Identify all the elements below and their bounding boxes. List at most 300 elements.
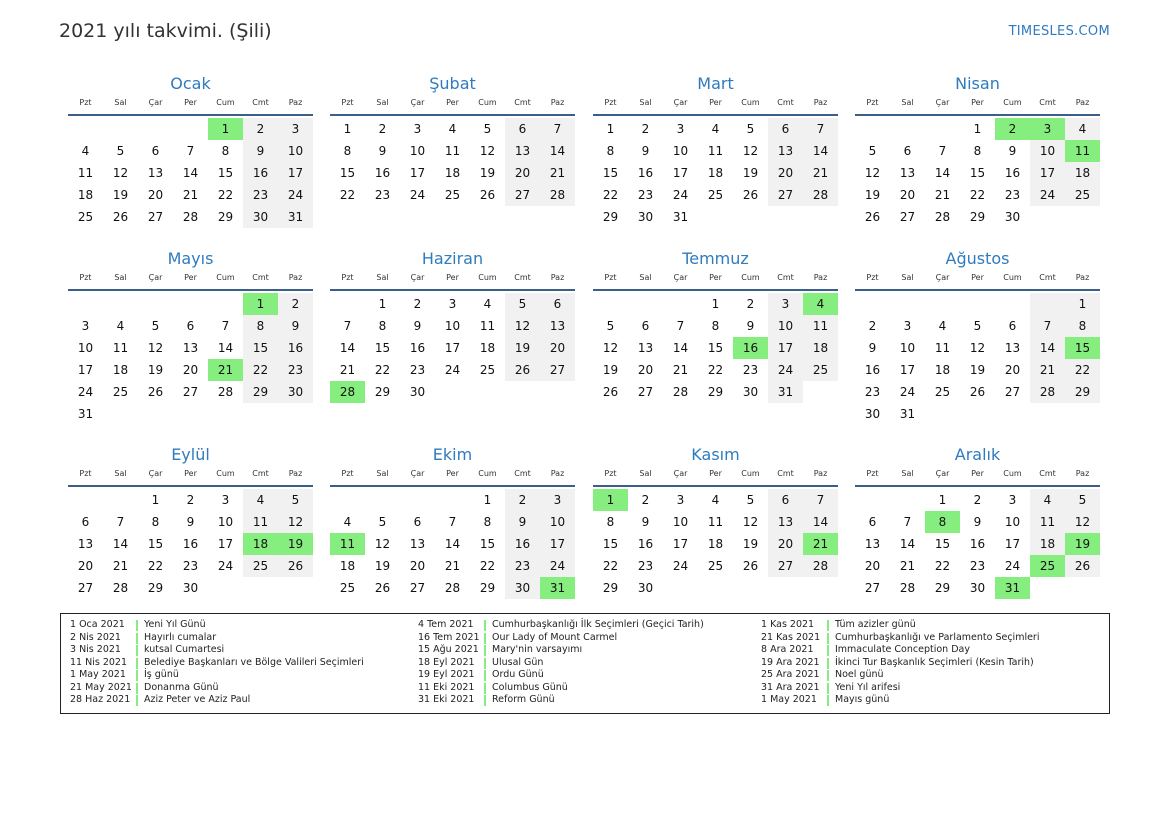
- day-cell[interactable]: 25: [77, 210, 94, 224]
- day-cell[interactable]: 15: [602, 166, 619, 180]
- day-cell[interactable]: 17: [672, 166, 689, 180]
- day-cell[interactable]: 12: [602, 341, 619, 355]
- day-cell[interactable]: 25: [707, 559, 724, 573]
- day-cell[interactable]: 21: [540, 162, 575, 184]
- day-cell[interactable]: 29: [934, 581, 951, 595]
- day-cell[interactable]: 3: [221, 493, 230, 507]
- day-cell[interactable]: 8: [973, 144, 982, 158]
- day-cell[interactable]: 2: [746, 297, 755, 311]
- day-cell[interactable]: 1: [1065, 293, 1100, 315]
- day-cell[interactable]: 12: [864, 166, 881, 180]
- day-cell[interactable]: 4: [81, 144, 90, 158]
- day-cell[interactable]: 19: [479, 166, 496, 180]
- day-cell[interactable]: 28: [803, 555, 838, 577]
- day-cell[interactable]: 25: [112, 385, 129, 399]
- day-cell[interactable]: 10: [1030, 140, 1065, 162]
- day-cell[interactable]: 5: [606, 319, 615, 333]
- day-cell[interactable]: 21: [899, 559, 916, 573]
- day-cell[interactable]: 30: [637, 210, 654, 224]
- day-cell[interactable]: 5: [746, 493, 755, 507]
- day-cell[interactable]: 8: [711, 319, 720, 333]
- day-cell[interactable]: 23: [278, 359, 313, 381]
- day-cell[interactable]: 23: [243, 184, 278, 206]
- day-cell[interactable]: 9: [641, 144, 650, 158]
- day-cell[interactable]: 16: [505, 533, 540, 555]
- day-cell[interactable]: 16: [864, 363, 881, 377]
- day-cell[interactable]: 26: [374, 581, 391, 595]
- day-cell[interactable]: 20: [409, 559, 426, 573]
- holiday-day-cell[interactable]: 11: [330, 533, 365, 555]
- day-cell[interactable]: 11: [934, 341, 951, 355]
- day-cell[interactable]: 15: [217, 166, 234, 180]
- day-cell[interactable]: 26: [864, 210, 881, 224]
- day-cell[interactable]: 15: [969, 166, 986, 180]
- day-cell[interactable]: 12: [374, 537, 391, 551]
- day-cell[interactable]: 17: [444, 341, 461, 355]
- day-cell[interactable]: 4: [343, 515, 352, 529]
- day-cell[interactable]: 3: [448, 297, 457, 311]
- day-cell[interactable]: 9: [186, 515, 195, 529]
- day-cell[interactable]: 7: [186, 144, 195, 158]
- day-cell[interactable]: 1: [151, 493, 160, 507]
- day-cell[interactable]: 20: [505, 162, 540, 184]
- day-cell[interactable]: 2: [378, 122, 387, 136]
- day-cell[interactable]: 16: [1004, 166, 1021, 180]
- day-cell[interactable]: 3: [278, 118, 313, 140]
- day-cell[interactable]: 30: [182, 581, 199, 595]
- day-cell[interactable]: 12: [742, 515, 759, 529]
- day-cell[interactable]: 26: [602, 385, 619, 399]
- day-cell[interactable]: 20: [768, 533, 803, 555]
- day-cell[interactable]: 8: [378, 319, 387, 333]
- day-cell[interactable]: 24: [1004, 559, 1021, 573]
- day-cell[interactable]: 29: [374, 385, 391, 399]
- day-cell[interactable]: 16: [637, 537, 654, 551]
- day-cell[interactable]: 13: [637, 341, 654, 355]
- day-cell[interactable]: 22: [374, 363, 391, 377]
- day-cell[interactable]: 22: [1065, 359, 1100, 381]
- day-cell[interactable]: 24: [540, 555, 575, 577]
- day-cell[interactable]: 28: [217, 385, 234, 399]
- day-cell[interactable]: 11: [707, 144, 724, 158]
- day-cell[interactable]: 25: [934, 385, 951, 399]
- day-cell[interactable]: 4: [1030, 489, 1065, 511]
- day-cell[interactable]: 2: [243, 118, 278, 140]
- day-cell[interactable]: 22: [479, 559, 496, 573]
- day-cell[interactable]: 17: [540, 533, 575, 555]
- day-cell[interactable]: 19: [147, 363, 164, 377]
- day-cell[interactable]: 20: [864, 559, 881, 573]
- day-cell[interactable]: 14: [934, 166, 951, 180]
- holiday-day-cell[interactable]: 1: [243, 293, 278, 315]
- day-cell[interactable]: 3: [676, 122, 685, 136]
- day-cell[interactable]: 8: [606, 515, 615, 529]
- day-cell[interactable]: 9: [746, 319, 755, 333]
- day-cell[interactable]: 19: [742, 537, 759, 551]
- day-cell[interactable]: 18: [934, 363, 951, 377]
- holiday-day-cell[interactable]: 15: [1065, 337, 1100, 359]
- day-cell[interactable]: 19: [602, 363, 619, 377]
- day-cell[interactable]: 13: [768, 140, 803, 162]
- holiday-day-cell[interactable]: 31: [995, 577, 1030, 599]
- day-cell[interactable]: 22: [707, 363, 724, 377]
- day-cell[interactable]: 11: [803, 315, 838, 337]
- day-cell[interactable]: 18: [479, 341, 496, 355]
- day-cell[interactable]: 23: [637, 559, 654, 573]
- day-cell[interactable]: 6: [768, 118, 803, 140]
- day-cell[interactable]: 24: [672, 188, 689, 202]
- day-cell[interactable]: 13: [147, 166, 164, 180]
- day-cell[interactable]: 24: [672, 559, 689, 573]
- day-cell[interactable]: 27: [409, 581, 426, 595]
- day-cell[interactable]: 6: [641, 319, 650, 333]
- day-cell[interactable]: 4: [243, 489, 278, 511]
- day-cell[interactable]: 8: [243, 315, 278, 337]
- day-cell[interactable]: 17: [409, 166, 426, 180]
- day-cell[interactable]: 8: [151, 515, 160, 529]
- day-cell[interactable]: 6: [505, 118, 540, 140]
- day-cell[interactable]: 25: [444, 188, 461, 202]
- day-cell[interactable]: 19: [112, 188, 129, 202]
- day-cell[interactable]: 18: [1065, 162, 1100, 184]
- day-cell[interactable]: 28: [934, 210, 951, 224]
- day-cell[interactable]: 23: [864, 385, 881, 399]
- day-cell[interactable]: 2: [868, 319, 877, 333]
- day-cell[interactable]: 12: [742, 144, 759, 158]
- day-cell[interactable]: 27: [768, 184, 803, 206]
- day-cell[interactable]: 30: [505, 577, 540, 599]
- day-cell[interactable]: 10: [672, 144, 689, 158]
- day-cell[interactable]: 31: [77, 407, 94, 421]
- day-cell[interactable]: 26: [742, 188, 759, 202]
- day-cell[interactable]: 9: [243, 140, 278, 162]
- day-cell[interactable]: 21: [1030, 359, 1065, 381]
- day-cell[interactable]: 29: [217, 210, 234, 224]
- holiday-day-cell[interactable]: 3: [1030, 118, 1065, 140]
- day-cell[interactable]: 18: [707, 537, 724, 551]
- day-cell[interactable]: 22: [217, 188, 234, 202]
- day-cell[interactable]: 6: [540, 293, 575, 315]
- day-cell[interactable]: 10: [409, 144, 426, 158]
- day-cell[interactable]: 21: [672, 363, 689, 377]
- day-cell[interactable]: 3: [81, 319, 90, 333]
- day-cell[interactable]: 23: [182, 559, 199, 573]
- day-cell[interactable]: 4: [116, 319, 125, 333]
- day-cell[interactable]: 14: [182, 166, 199, 180]
- day-cell[interactable]: 7: [803, 118, 838, 140]
- day-cell[interactable]: 25: [339, 581, 356, 595]
- day-cell[interactable]: 18: [112, 363, 129, 377]
- day-cell[interactable]: 4: [483, 297, 492, 311]
- day-cell[interactable]: 14: [444, 537, 461, 551]
- holiday-day-cell[interactable]: 19: [1065, 533, 1100, 555]
- day-cell[interactable]: 7: [448, 515, 457, 529]
- day-cell[interactable]: 27: [505, 184, 540, 206]
- day-cell[interactable]: 3: [768, 293, 803, 315]
- day-cell[interactable]: 16: [969, 537, 986, 551]
- day-cell[interactable]: 24: [409, 188, 426, 202]
- day-cell[interactable]: 14: [803, 511, 838, 533]
- holiday-day-cell[interactable]: 16: [733, 337, 768, 359]
- day-cell[interactable]: 24: [77, 385, 94, 399]
- day-cell[interactable]: 6: [903, 144, 912, 158]
- day-cell[interactable]: 18: [1030, 533, 1065, 555]
- day-cell[interactable]: 15: [243, 337, 278, 359]
- day-cell[interactable]: 17: [217, 537, 234, 551]
- day-cell[interactable]: 17: [77, 363, 94, 377]
- day-cell[interactable]: 22: [602, 559, 619, 573]
- day-cell[interactable]: 5: [483, 122, 492, 136]
- day-cell[interactable]: 2: [278, 293, 313, 315]
- day-cell[interactable]: 12: [278, 511, 313, 533]
- day-cell[interactable]: 1: [938, 493, 947, 507]
- holiday-day-cell[interactable]: 18: [243, 533, 278, 555]
- day-cell[interactable]: 6: [768, 489, 803, 511]
- day-cell[interactable]: 4: [711, 493, 720, 507]
- day-cell[interactable]: 17: [1004, 537, 1021, 551]
- day-cell[interactable]: 5: [746, 122, 755, 136]
- day-cell[interactable]: 27: [182, 385, 199, 399]
- day-cell[interactable]: 7: [116, 515, 125, 529]
- day-cell[interactable]: 30: [969, 581, 986, 595]
- day-cell[interactable]: 8: [221, 144, 230, 158]
- day-cell[interactable]: 15: [147, 537, 164, 551]
- day-cell[interactable]: 22: [339, 188, 356, 202]
- day-cell[interactable]: 11: [77, 166, 94, 180]
- day-cell[interactable]: 21: [934, 188, 951, 202]
- day-cell[interactable]: 12: [969, 341, 986, 355]
- day-cell[interactable]: 16: [409, 341, 426, 355]
- day-cell[interactable]: 7: [540, 118, 575, 140]
- day-cell[interactable]: 15: [479, 537, 496, 551]
- day-cell[interactable]: 26: [505, 359, 540, 381]
- day-cell[interactable]: 6: [413, 515, 422, 529]
- day-cell[interactable]: 5: [973, 319, 982, 333]
- day-cell[interactable]: 14: [1030, 337, 1065, 359]
- day-cell[interactable]: 4: [711, 122, 720, 136]
- day-cell[interactable]: 23: [637, 188, 654, 202]
- day-cell[interactable]: 20: [1004, 363, 1021, 377]
- day-cell[interactable]: 9: [278, 315, 313, 337]
- day-cell[interactable]: 19: [505, 337, 540, 359]
- day-cell[interactable]: 30: [278, 381, 313, 403]
- holiday-day-cell[interactable]: 31: [540, 577, 575, 599]
- day-cell[interactable]: 6: [186, 319, 195, 333]
- day-cell[interactable]: 25: [1065, 184, 1100, 206]
- day-cell[interactable]: 5: [151, 319, 160, 333]
- day-cell[interactable]: 10: [77, 341, 94, 355]
- day-cell[interactable]: 25: [243, 555, 278, 577]
- day-cell[interactable]: 23: [1004, 188, 1021, 202]
- day-cell[interactable]: 12: [112, 166, 129, 180]
- day-cell[interactable]: 13: [768, 511, 803, 533]
- day-cell[interactable]: 23: [409, 363, 426, 377]
- day-cell[interactable]: 23: [969, 559, 986, 573]
- day-cell[interactable]: 1: [973, 122, 982, 136]
- day-cell[interactable]: 7: [938, 144, 947, 158]
- day-cell[interactable]: 17: [768, 337, 803, 359]
- day-cell[interactable]: 31: [672, 210, 689, 224]
- day-cell[interactable]: 1: [711, 297, 720, 311]
- day-cell[interactable]: 28: [672, 385, 689, 399]
- day-cell[interactable]: 13: [899, 166, 916, 180]
- day-cell[interactable]: 13: [409, 537, 426, 551]
- day-cell[interactable]: 11: [479, 319, 496, 333]
- holiday-day-cell[interactable]: 1: [593, 489, 628, 511]
- day-cell[interactable]: 18: [339, 559, 356, 573]
- day-cell[interactable]: 30: [742, 385, 759, 399]
- day-cell[interactable]: 3: [540, 489, 575, 511]
- day-cell[interactable]: 8: [1065, 315, 1100, 337]
- day-cell[interactable]: 16: [243, 162, 278, 184]
- day-cell[interactable]: 19: [969, 363, 986, 377]
- day-cell[interactable]: 31: [768, 381, 803, 403]
- day-cell[interactable]: 11: [707, 515, 724, 529]
- day-cell[interactable]: 20: [77, 559, 94, 573]
- holiday-day-cell[interactable]: 21: [208, 359, 243, 381]
- day-cell[interactable]: 9: [1008, 144, 1017, 158]
- day-cell[interactable]: 7: [903, 515, 912, 529]
- day-cell[interactable]: 27: [768, 555, 803, 577]
- day-cell[interactable]: 26: [1065, 555, 1100, 577]
- day-cell[interactable]: 2: [973, 493, 982, 507]
- day-cell[interactable]: 25: [707, 188, 724, 202]
- holiday-day-cell[interactable]: 2: [995, 118, 1030, 140]
- day-cell[interactable]: 6: [1008, 319, 1017, 333]
- day-cell[interactable]: 28: [112, 581, 129, 595]
- day-cell[interactable]: 28: [540, 184, 575, 206]
- day-cell[interactable]: 29: [479, 581, 496, 595]
- site-link[interactable]: TIMESLES.COM: [1008, 24, 1110, 39]
- day-cell[interactable]: 3: [903, 319, 912, 333]
- day-cell[interactable]: 8: [483, 515, 492, 529]
- day-cell[interactable]: 13: [182, 341, 199, 355]
- day-cell[interactable]: 9: [868, 341, 877, 355]
- day-cell[interactable]: 2: [186, 493, 195, 507]
- day-cell[interactable]: 24: [768, 359, 803, 381]
- day-cell[interactable]: 11: [1030, 511, 1065, 533]
- day-cell[interactable]: 11: [243, 511, 278, 533]
- day-cell[interactable]: 27: [864, 581, 881, 595]
- holiday-day-cell[interactable]: 11: [1065, 140, 1100, 162]
- day-cell[interactable]: 27: [1004, 385, 1021, 399]
- day-cell[interactable]: 20: [637, 363, 654, 377]
- day-cell[interactable]: 2: [641, 122, 650, 136]
- holiday-day-cell[interactable]: 1: [208, 118, 243, 140]
- day-cell[interactable]: 17: [278, 162, 313, 184]
- day-cell[interactable]: 18: [803, 337, 838, 359]
- day-cell[interactable]: 18: [444, 166, 461, 180]
- day-cell[interactable]: 21: [803, 162, 838, 184]
- day-cell[interactable]: 30: [243, 206, 278, 228]
- day-cell[interactable]: 14: [540, 140, 575, 162]
- day-cell[interactable]: 22: [602, 188, 619, 202]
- day-cell[interactable]: 17: [672, 537, 689, 551]
- day-cell[interactable]: 21: [112, 559, 129, 573]
- day-cell[interactable]: 30: [409, 385, 426, 399]
- day-cell[interactable]: 20: [899, 188, 916, 202]
- day-cell[interactable]: 26: [112, 210, 129, 224]
- day-cell[interactable]: 27: [637, 385, 654, 399]
- day-cell[interactable]: 14: [339, 341, 356, 355]
- day-cell[interactable]: 5: [278, 489, 313, 511]
- day-cell[interactable]: 26: [742, 559, 759, 573]
- holiday-day-cell[interactable]: 28: [330, 381, 365, 403]
- day-cell[interactable]: 18: [77, 188, 94, 202]
- day-cell[interactable]: 5: [378, 515, 387, 529]
- day-cell[interactable]: 29: [1065, 381, 1100, 403]
- day-cell[interactable]: 29: [243, 381, 278, 403]
- day-cell[interactable]: 16: [637, 166, 654, 180]
- day-cell[interactable]: 22: [934, 559, 951, 573]
- day-cell[interactable]: 6: [868, 515, 877, 529]
- day-cell[interactable]: 3: [676, 493, 685, 507]
- day-cell[interactable]: 10: [899, 341, 916, 355]
- day-cell[interactable]: 14: [899, 537, 916, 551]
- day-cell[interactable]: 15: [934, 537, 951, 551]
- day-cell[interactable]: 29: [602, 581, 619, 595]
- day-cell[interactable]: 10: [217, 515, 234, 529]
- day-cell[interactable]: 14: [217, 341, 234, 355]
- day-cell[interactable]: 30: [864, 407, 881, 421]
- day-cell[interactable]: 20: [147, 188, 164, 202]
- day-cell[interactable]: 23: [505, 555, 540, 577]
- day-cell[interactable]: 5: [1065, 489, 1100, 511]
- day-cell[interactable]: 5: [116, 144, 125, 158]
- day-cell[interactable]: 2: [505, 489, 540, 511]
- day-cell[interactable]: 21: [182, 188, 199, 202]
- day-cell[interactable]: 12: [147, 341, 164, 355]
- day-cell[interactable]: 15: [374, 341, 391, 355]
- day-cell[interactable]: 26: [278, 555, 313, 577]
- day-cell[interactable]: 17: [899, 363, 916, 377]
- day-cell[interactable]: 6: [151, 144, 160, 158]
- day-cell[interactable]: 28: [444, 581, 461, 595]
- day-cell[interactable]: 9: [413, 319, 422, 333]
- day-cell[interactable]: 10: [444, 319, 461, 333]
- day-cell[interactable]: 10: [768, 315, 803, 337]
- day-cell[interactable]: 10: [278, 140, 313, 162]
- day-cell[interactable]: 27: [77, 581, 94, 595]
- day-cell[interactable]: 9: [641, 515, 650, 529]
- day-cell[interactable]: 8: [343, 144, 352, 158]
- day-cell[interactable]: 1: [483, 493, 492, 507]
- day-cell[interactable]: 7: [221, 319, 230, 333]
- day-cell[interactable]: 26: [147, 385, 164, 399]
- day-cell[interactable]: 12: [1065, 511, 1100, 533]
- day-cell[interactable]: 21: [444, 559, 461, 573]
- day-cell[interactable]: 9: [973, 515, 982, 529]
- day-cell[interactable]: 23: [742, 363, 759, 377]
- day-cell[interactable]: 14: [672, 341, 689, 355]
- day-cell[interactable]: 23: [374, 188, 391, 202]
- day-cell[interactable]: 13: [864, 537, 881, 551]
- day-cell[interactable]: 22: [969, 188, 986, 202]
- day-cell[interactable]: 7: [803, 489, 838, 511]
- day-cell[interactable]: 19: [864, 188, 881, 202]
- day-cell[interactable]: 3: [413, 122, 422, 136]
- day-cell[interactable]: 30: [1004, 210, 1021, 224]
- day-cell[interactable]: 26: [969, 385, 986, 399]
- day-cell[interactable]: 29: [602, 210, 619, 224]
- day-cell[interactable]: 28: [182, 210, 199, 224]
- day-cell[interactable]: 9: [505, 511, 540, 533]
- day-cell[interactable]: 25: [803, 359, 838, 381]
- day-cell[interactable]: 1: [606, 122, 615, 136]
- day-cell[interactable]: 24: [278, 184, 313, 206]
- day-cell[interactable]: 24: [1030, 184, 1065, 206]
- day-cell[interactable]: 16: [374, 166, 391, 180]
